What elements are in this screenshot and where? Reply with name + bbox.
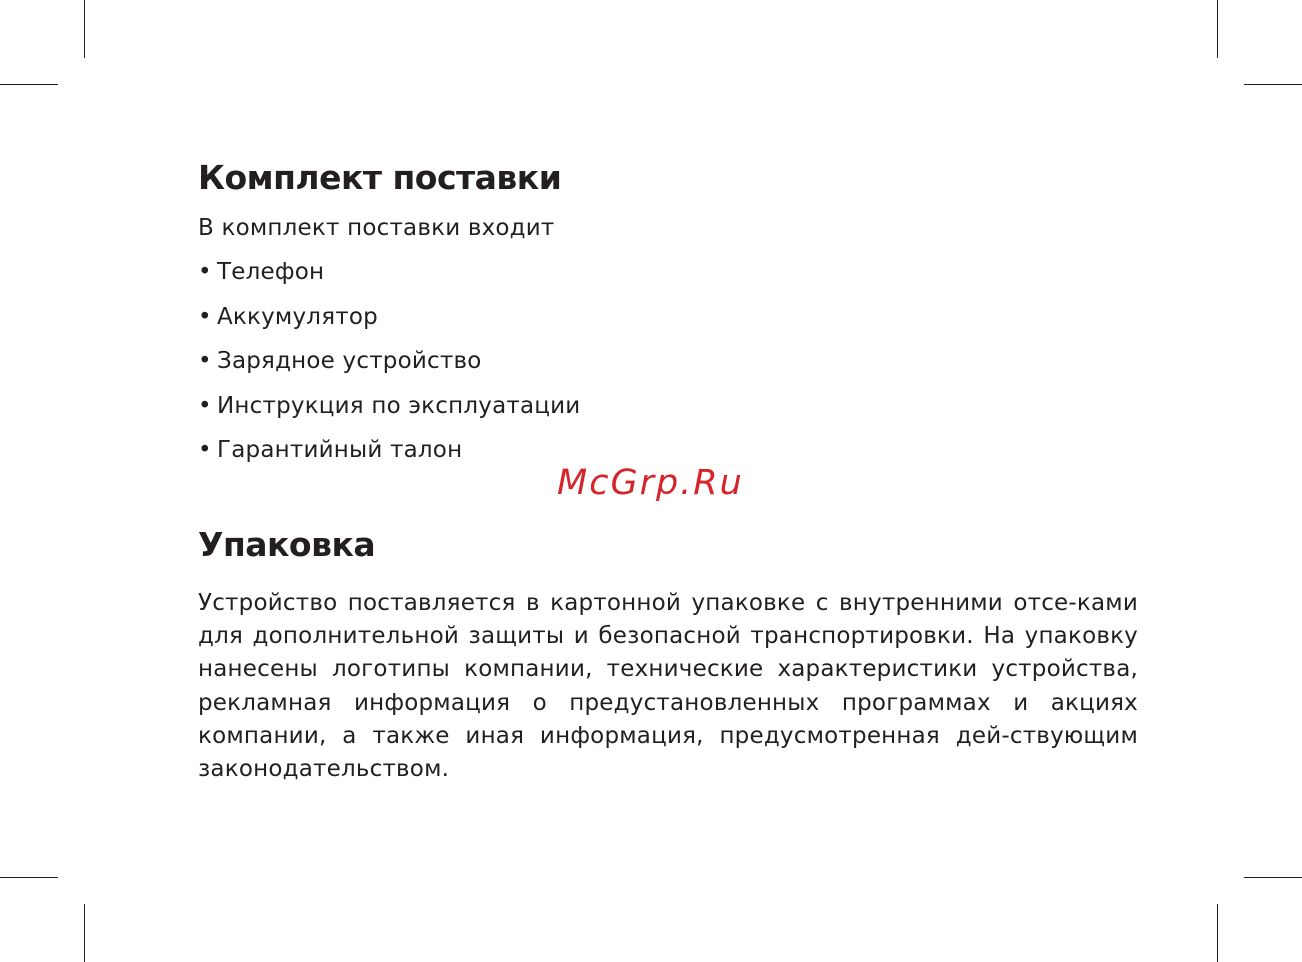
crop-mark-top-left-vertical xyxy=(84,0,85,58)
crop-mark-top-right-horizontal xyxy=(1244,84,1302,85)
bullet-icon: • xyxy=(198,259,212,285)
kit-section xyxy=(198,150,1138,473)
crop-mark-top-right-vertical xyxy=(1217,0,1218,58)
kit-title: Комплект поставки xyxy=(198,158,562,197)
list-item xyxy=(198,295,1138,340)
bullet-icon: • xyxy=(198,437,212,464)
list-item-label: Зарядное устройство xyxy=(217,348,482,375)
list-item-label: Телефон xyxy=(217,259,325,285)
crop-mark-top-left-horizontal xyxy=(0,84,58,85)
list-item xyxy=(198,339,1138,384)
crop-mark-bottom-right-horizontal xyxy=(1244,877,1302,878)
list-item-label: Гарантийный талон xyxy=(217,437,463,464)
bullet-icon: • xyxy=(198,348,212,375)
list-item xyxy=(198,250,1138,295)
list-item-label: Аккумулятор xyxy=(217,303,378,330)
packaging-title: Упаковка xyxy=(198,525,376,564)
packaging-text: Устройство поставляется в картонной упаковке с внутренними отсе-ками для дополнительной защиты и безопасной транспортировки. На упаковку нанесены логотипы компании, технические характеристики устройства, рекламная информация о предустановленных программах и акциях компании, а также иная информация, предусмотренная дей-ствующим законодательством. xyxy=(198,590,1138,783)
list-item xyxy=(198,384,1138,429)
crop-mark-bottom-right-vertical xyxy=(1217,904,1218,962)
packaging-section xyxy=(198,516,1138,786)
list-item-label: Инструкция по эксплуатации xyxy=(217,392,581,419)
kit-list xyxy=(198,250,1138,473)
bullet-icon: • xyxy=(198,392,212,419)
bullet-icon: • xyxy=(198,303,212,330)
kit-intro: В комплект поставки входит xyxy=(198,215,555,241)
watermark: McGrp.Ru xyxy=(557,463,744,503)
crop-mark-bottom-left-horizontal xyxy=(0,877,58,878)
crop-mark-bottom-left-vertical xyxy=(84,904,85,962)
